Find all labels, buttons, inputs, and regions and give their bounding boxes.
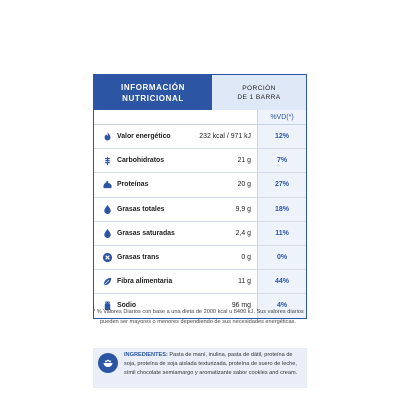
nutrient-amount: 2,4 g [235, 229, 251, 237]
ingredients-box [93, 348, 307, 388]
nutrient-amount: 232 kcal / 971 kJ [199, 133, 251, 141]
nutrient-vd: 0% [257, 246, 306, 269]
nutrient-amount: 9,9 g [235, 205, 251, 213]
nutrient-amount: 20 g [237, 181, 251, 189]
bowl-icon [98, 353, 118, 373]
nutrient-name: Grasas totales [117, 205, 165, 213]
table-row [94, 246, 306, 270]
ingredients-label: INGREDIENTES: [124, 352, 168, 358]
table-title [94, 75, 212, 110]
table-row [94, 125, 306, 149]
vd-header-row [94, 110, 306, 125]
nutrient-amount: 11 g [238, 278, 251, 286]
table-row [94, 222, 306, 246]
nutrient-rows [94, 125, 306, 318]
nutrient-amount: 21 g [237, 157, 251, 165]
table-row [94, 149, 306, 173]
nutrient-vd: 4% [257, 294, 306, 317]
ingredients-text [124, 348, 307, 378]
nutrition-facts-table [93, 74, 307, 319]
nutrient-vd: 27% [257, 173, 306, 196]
portion-line1: PORCIÓN [242, 84, 276, 92]
drop-icon [97, 228, 117, 239]
nutrient-vd: 18% [257, 198, 306, 221]
nutrient-vd: 11% [257, 222, 306, 245]
portion-line2: DE 1 BARRA [237, 93, 281, 101]
nutrient-name: Proteínas [117, 181, 149, 189]
nutrient-name: Sodio [117, 302, 137, 310]
nutrient-name: Fibra alimentaria [117, 278, 173, 286]
nutrient-name: Grasas saturadas [117, 229, 175, 237]
nutrient-name: Grasas trans [117, 254, 160, 262]
ingredients-list: Pasta de maní, inulina, pasta de dátil, proteína de soja, proteína de soja aislada texturizada, proteína de suero de leche, símil chocolate semiamargo y aromatizante sabor cookies and cream. [124, 352, 298, 376]
wheat-icon [97, 155, 117, 166]
table-header [94, 75, 306, 110]
drop-icon [97, 204, 117, 215]
table-title-line1: INFORMACIÓN [121, 82, 185, 92]
leaf-icon [97, 276, 117, 287]
vd-column-header: %VD(*) [257, 110, 306, 124]
nutrient-amount: 96 mg [231, 302, 251, 310]
table-title-line2: NUTRICIONAL [122, 93, 184, 103]
footnote-text: * % Valores Diarios con base a una dieta de 2000 kcal u 8400 kJ. Sus valores diarios pueden ser mayores o menores dependiendo de sus necesidades energéticas. [93, 309, 304, 325]
nutrient-name: Carbohidratos [117, 157, 165, 165]
flame-icon [97, 131, 117, 142]
portion-label [212, 75, 306, 110]
nutrient-name: Valor energético [117, 133, 171, 141]
nutrient-vd: 12% [257, 125, 306, 148]
table-row [94, 198, 306, 222]
nutrient-vd: 44% [257, 270, 306, 293]
muscle-icon [97, 179, 117, 190]
footnote [93, 308, 307, 327]
nutrient-vd: 7% [257, 149, 306, 172]
nutrient-amount: 0 g [241, 254, 251, 262]
table-row [94, 173, 306, 197]
table-row [94, 270, 306, 294]
no-icon [97, 252, 117, 263]
